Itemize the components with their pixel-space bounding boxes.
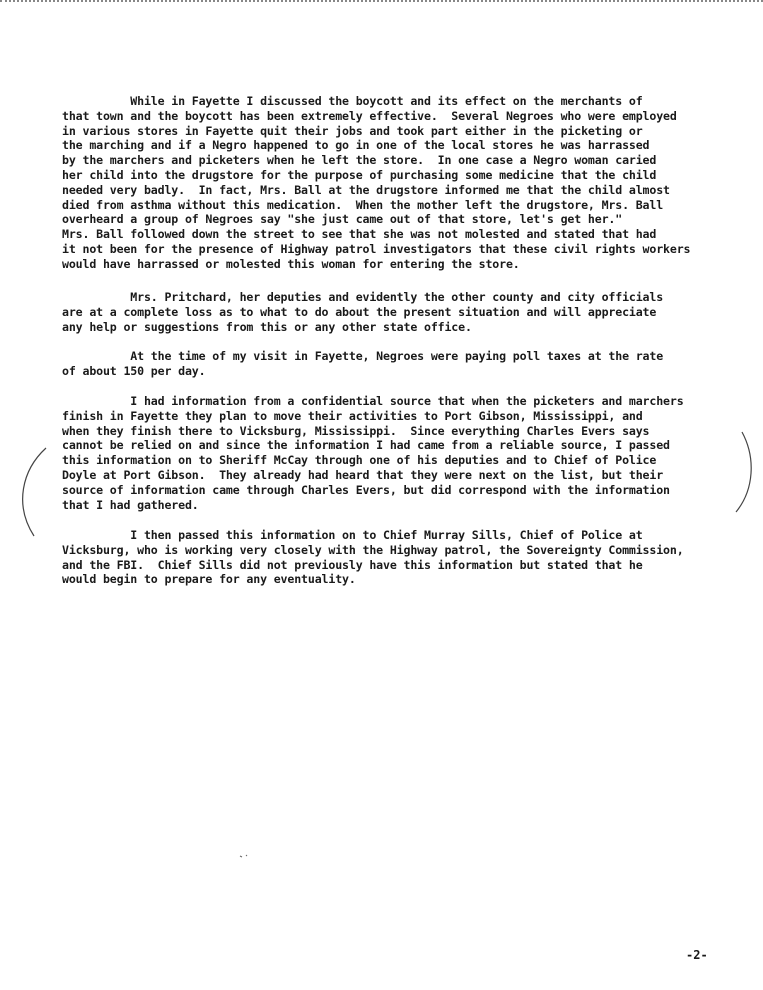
page-number: -2-: [686, 948, 708, 962]
right-bracket-mark: [736, 432, 751, 512]
speck-mark: [240, 855, 247, 857]
paragraph-boycott: While in Fayette I discussed the boycott and its effect on the merchants of that town and the boycott has been extremely effective. Several Negroes who were employed in various stores in Fayette quit their jobs and took part either in the picketing or the marching and if a Negro happened to go in one of the local stores he was harrassed by the marchers and picketers when he left the store. In one case a Negro woman caried her child into the drugstore for the purpose of purchasing some medicine that the child needed very badly. In fact, Mrs. Ball at the drugstore informed me that the child almost died from asthma without this medication. When the mother left the drugstore, Mrs. Ball overheard a group of Negroes say "she just came out of that store, let's get her." Mrs. Ball followed down the street to see that she was not molested and stated that had it not been for the presence of Highway patrol investigators that these civil rights workers would have harrassed or molested this woman for entering the store.: [62, 94, 691, 271]
left-bracket-mark: [23, 448, 46, 536]
paragraph-pritchard: Mrs. Pritchard, her deputies and evidently the other county and city officials are at a complete loss as to what to do about the present situation and will appreciate any help or suggestions from this or any other state office.: [62, 290, 664, 334]
paragraph-chief-sills: I then passed this information on to Chief Murray Sills, Chief of Police at Vicksburg, who is working very closely with the Highway patrol, the Sovereignty Commission, and the FBI. Chief Sills did not previously have this information but stated that he would begin to prepare for any eventuality.: [62, 528, 684, 587]
paragraph-confidential-source: I had information from a confidential source that when the picketers and marchers finish in Fayette they plan to move their activities to Port Gibson, Mississippi, and when they finish there to Vicksburg, Mississippi. Since everything Charles Evers says cannot be relied on and since the information I had came from a reliable source, I passed this information on to Sheriff McCay through one of his deputies and to Chief of Police Doyle at Port Gibson. They already had heard that they were next on the list, but their source of information came through Charles Evers, but did correspond with the information that I had gathered.: [62, 394, 684, 512]
paragraph-poll-taxes: At the time of my visit in Fayette, Negroes were paying poll taxes at the rate of about 150 per day.: [62, 349, 664, 378]
